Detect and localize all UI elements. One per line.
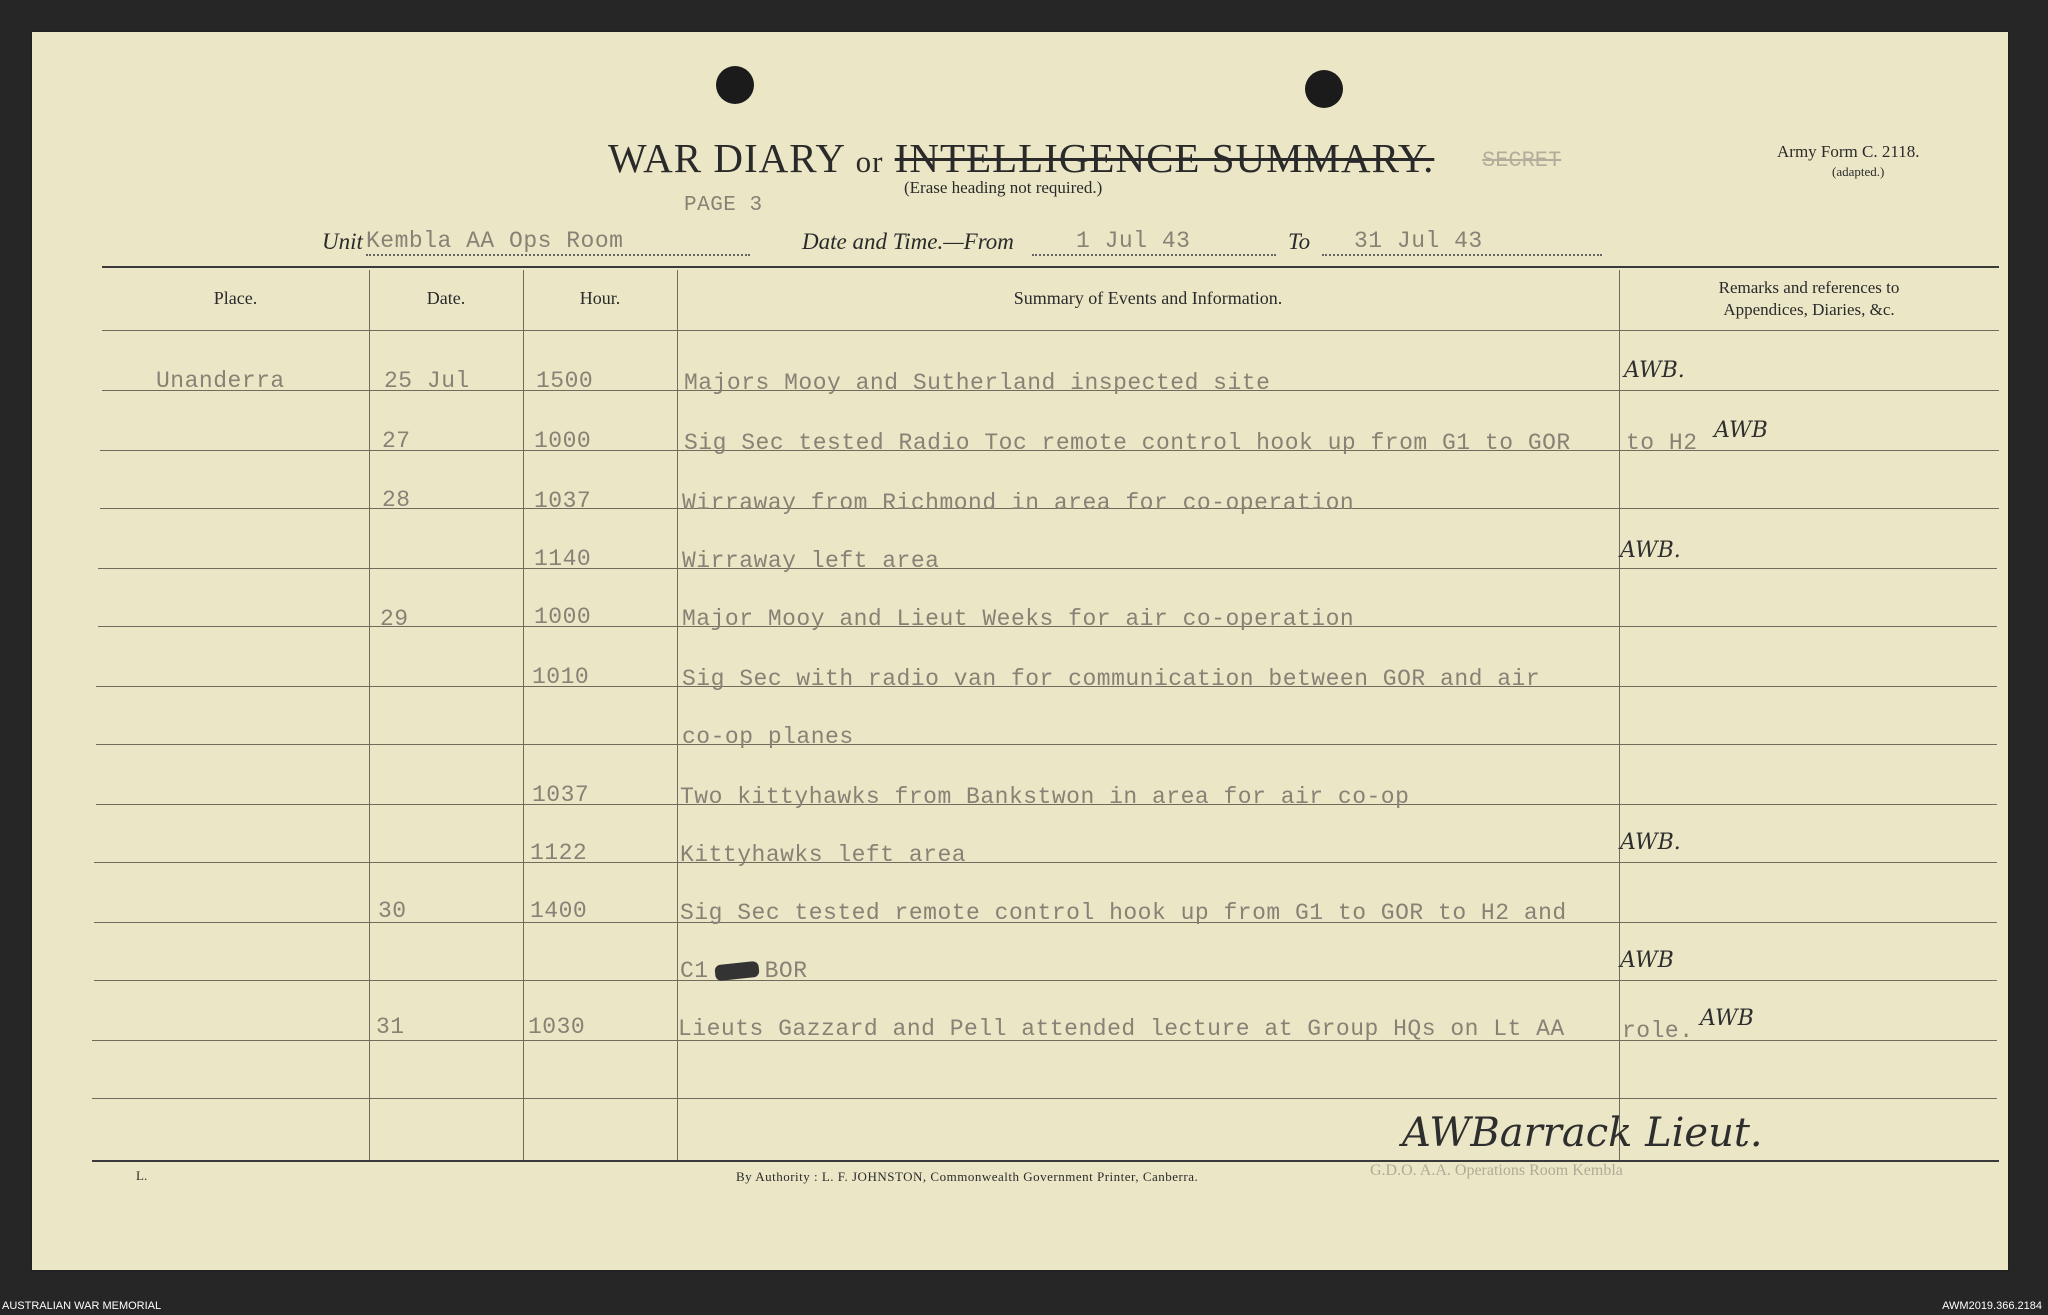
- entry-remark: role.: [1622, 1018, 1694, 1044]
- entry-text: Majors Mooy and Sutherland inspected site: [684, 370, 1271, 396]
- punch-hole-left: [716, 66, 754, 104]
- header-date: Date.: [426, 288, 466, 308]
- header-remarks: [1619, 277, 1999, 321]
- unit-dotted-line: [366, 254, 750, 256]
- punch-hole-right: [1305, 70, 1343, 108]
- date-from-label: Date and Time.—From: [802, 229, 1014, 254]
- entry-hour: 1030: [528, 1014, 586, 1040]
- entry-hour: 1122: [530, 840, 588, 866]
- footer-left-mark: L.: [136, 1168, 148, 1183]
- header-hour: Hour.: [579, 288, 621, 308]
- entry-text: Sig Sec tested Radio Toc remote control hook up from G1 to GOR: [684, 430, 1571, 456]
- row-rule: [94, 980, 1997, 981]
- entry-text: [680, 958, 808, 984]
- row-rule: [102, 330, 1999, 331]
- entry-date: 29: [380, 606, 409, 632]
- entry-initials: AWB.: [1620, 538, 1681, 563]
- entry-hour: 1037: [532, 782, 590, 808]
- date-to-label: To: [1288, 229, 1311, 254]
- from-dotted-line: [1032, 254, 1276, 256]
- row-rule: [94, 862, 1997, 863]
- header-summary: Summary of Events and Information.: [1013, 288, 1283, 308]
- row-rule: [96, 744, 1997, 745]
- table-top-rule: [102, 266, 1999, 268]
- entry-text: Major Mooy and Lieut Weeks for air co-operation: [682, 606, 1355, 632]
- row-rule: [92, 1098, 1997, 1099]
- entry-place: Unanderra: [156, 368, 285, 394]
- entry-hour: 1010: [532, 664, 590, 690]
- diary-sheet: [32, 32, 2008, 1270]
- unit-label: Unit: [322, 229, 363, 254]
- entry-text-part: C1: [680, 958, 709, 984]
- entry-initials: AWB.: [1624, 358, 1685, 383]
- entry-initials: AWB: [1620, 948, 1674, 973]
- archive-caption-right: AWM2019.366.2184: [1942, 1300, 2042, 1312]
- army-form-adapted: (adapted.): [1832, 164, 1885, 179]
- col-divider-date: [523, 270, 524, 1160]
- row-rule: [98, 568, 1997, 569]
- title-intelligence-summary: INTELLIGENCE SUMMARY.: [894, 135, 1435, 181]
- entry-date: 30: [378, 898, 407, 924]
- entry-text: Wirraway left area: [682, 548, 940, 574]
- entry-hour: 1000: [534, 604, 592, 630]
- entry-initials: AWB: [1714, 418, 1768, 443]
- header-place: Place.: [213, 288, 258, 308]
- header-remarks-line2: Appendices, Diaries, &c.: [1723, 300, 1895, 319]
- unit-value: Kembla AA Ops Room: [366, 228, 624, 254]
- erase-note: (Erase heading not required.): [904, 178, 1103, 197]
- ink-blot: [714, 961, 759, 982]
- header-remarks-line1: Remarks and references to: [1718, 278, 1900, 297]
- col-divider-place: [369, 270, 370, 1160]
- entry-hour: 1500: [536, 368, 594, 394]
- page-number: PAGE 3: [684, 194, 763, 217]
- entry-text: Lieuts Gazzard and Pell attended lecture at Group HQs on Lt AA: [678, 1016, 1565, 1042]
- entry-initials: AWB.: [1620, 830, 1681, 855]
- archive-caption-left: AUSTRALIAN WAR MEMORIAL: [2, 1300, 162, 1312]
- entry-text: Two kittyhawks from Bankstwon in area for air co-op: [680, 784, 1410, 810]
- entry-initials: AWB: [1700, 1006, 1754, 1031]
- to-dotted-line: [1322, 254, 1602, 256]
- entry-text: Sig Sec with radio van for communication between GOR and air: [682, 666, 1541, 692]
- unit-stamp: G.D.O. A.A. Operations Room Kembla: [1370, 1162, 1623, 1179]
- entry-hour: 1400: [530, 898, 588, 924]
- col-divider-summary: [1619, 270, 1620, 1160]
- entry-date: 31: [376, 1014, 405, 1040]
- entry-date: 27: [382, 428, 411, 454]
- officer-signature: AWBarrack Lieut.: [1402, 1110, 1763, 1156]
- entry-text: Wirraway from Richmond in area for co-operation: [682, 490, 1355, 516]
- entry-text: co-op planes: [682, 724, 854, 750]
- army-form-number: Army Form C. 2118.: [1777, 142, 1920, 161]
- entry-remark: to H2: [1626, 430, 1698, 456]
- table-bottom-rule: [92, 1160, 1999, 1162]
- entry-hour: 1140: [534, 546, 592, 572]
- secret-mark: SECRET: [1482, 148, 1562, 173]
- date-from-value: 1 Jul 43: [1076, 228, 1191, 254]
- entry-text: Sig Sec tested remote control hook up from G1 to GOR to H2 and: [680, 900, 1567, 926]
- title-war-diary: WAR DIARY: [608, 135, 845, 181]
- entry-text: Kittyhawks left area: [680, 842, 967, 868]
- entry-date: 28: [382, 487, 411, 513]
- entry-date: 25 Jul: [384, 368, 470, 394]
- entry-hour: 1000: [534, 428, 592, 454]
- date-to-value: 31 Jul 43: [1354, 228, 1483, 254]
- title-or: or: [855, 144, 884, 179]
- printer-authority: By Authority : L. F. JOHNSTON, Commonwealth Government Printer, Canberra.: [736, 1169, 1199, 1184]
- entry-hour: 1037: [534, 488, 592, 514]
- form-title: [608, 134, 1434, 182]
- entry-text-part: BOR: [764, 958, 808, 984]
